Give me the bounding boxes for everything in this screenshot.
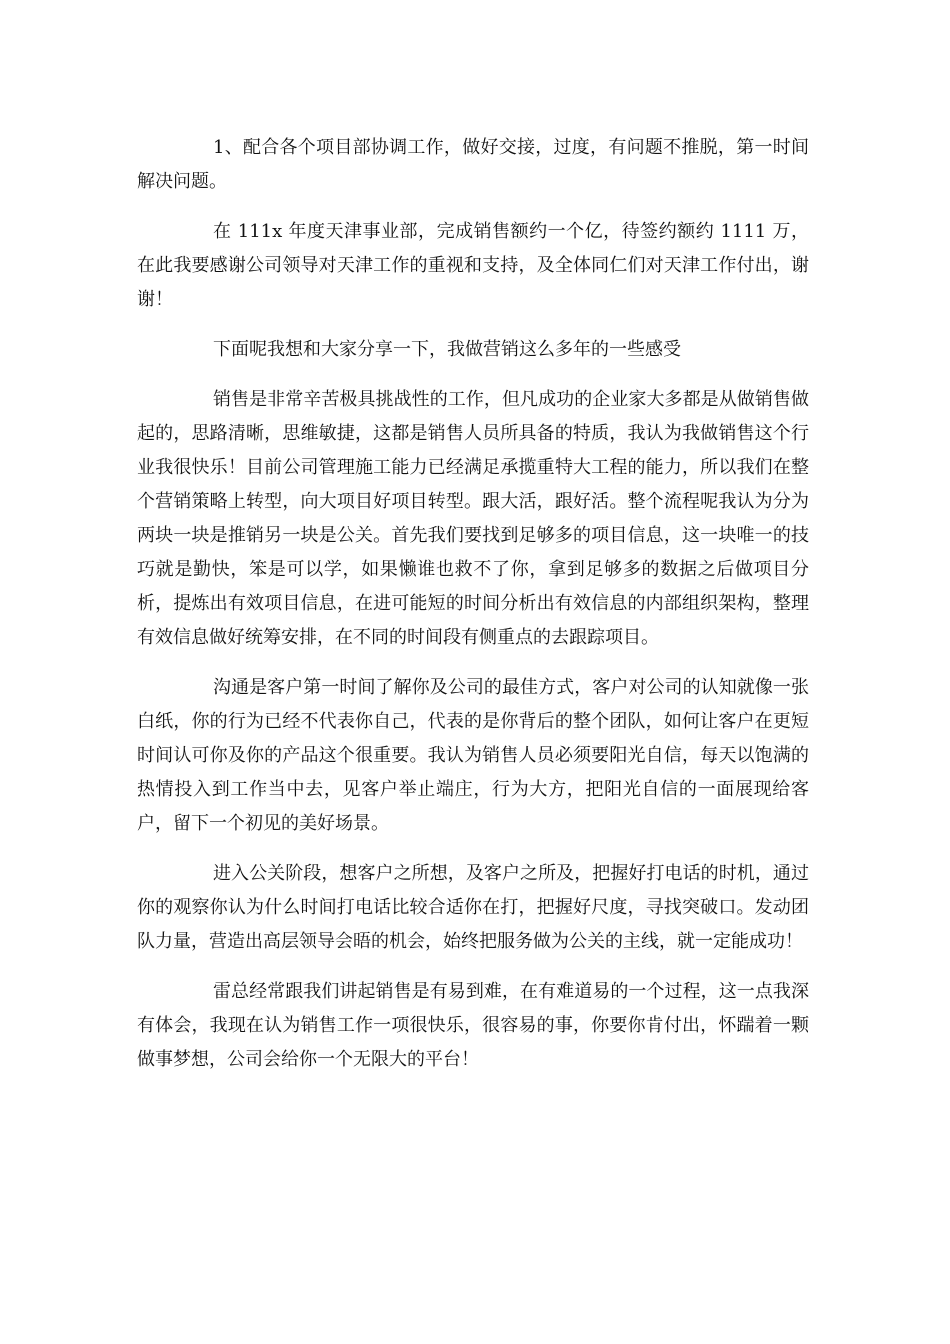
paragraph-6: 进入公关阶段，想客户之所想，及客户之所及，把握好打电话的时机，通过你的观察你认为什么时间打电话比较合适你在打，把握好尺度，寻找突破口。发动团队力量，营造出高层领导会晤的机会，始终把服务做为公关的主线，就一定能成功！ [137,863,809,952]
paragraph-4: 销售是非常辛苦极具挑战性的工作，但凡成功的企业家大多都是从做销售做起的，思路清晰，思维敏捷，这都是销售人员所具备的特质，我认为我做销售这个行业我很快乐！目前公司管理施工能力已经满足承揽重特大工程的能力，所以我们在整个营销策略上转型，向大项目好项目转型。跟大活，跟好活。整个流程呢我认为分为两块一块是推销另一块是公关。首先我们要找到足够多的项目信息，这一块唯一的技巧就是勤快，笨是可以学，如果懒谁也救不了你，拿到足够多的数据之后做项目分析，提炼出有效项目信息，在进可能短的时间分析出有效信息的内部组织架构，整理有效信息做好统筹安排，在不同的时间段有侧重点的去跟踪项目。 [137,389,809,648]
paragraph-2: 在 111x 年度天津事业部，完成销售额约一个亿，待签约额约 1111 万，在此我要感谢公司领导对天津工作的重视和支持，及全体同仁们对天津工作付出，谢谢！ [137,221,809,310]
paragraph-1: 1、配合各个项目部协调工作，做好交接，过度，有问题不推脱，第一时间解决问题。 [137,137,809,192]
paragraph-3: 下面呢我想和大家分享一下，我做营销这么多年的一些感受 [213,339,681,360]
document-body [137,131,809,1093]
paragraph-5: 沟通是客户第一时间了解你及公司的最佳方式，客户对公司的认知就像一张白纸，你的行为已经不代表你自己，代表的是你背后的整个团队，如何让客户在更短时间认可你及你的产品这个很重要。我认为销售人员必须要阳光自信，每天以饱满的热情投入到工作当中去，见客户举止端庄，行为大方，把阳光自信的一面展现给客户，留下一个初见的美好场景。 [137,677,809,834]
paragraph-7: 雷总经常跟我们讲起销售是有易到难，在有难道易的一个过程，这一点我深有体会，我现在认为销售工作一项很快乐，很容易的事，你要你肯付出，怀踹着一颗做事梦想，公司会给你一个无限大的平台！ [137,981,809,1070]
